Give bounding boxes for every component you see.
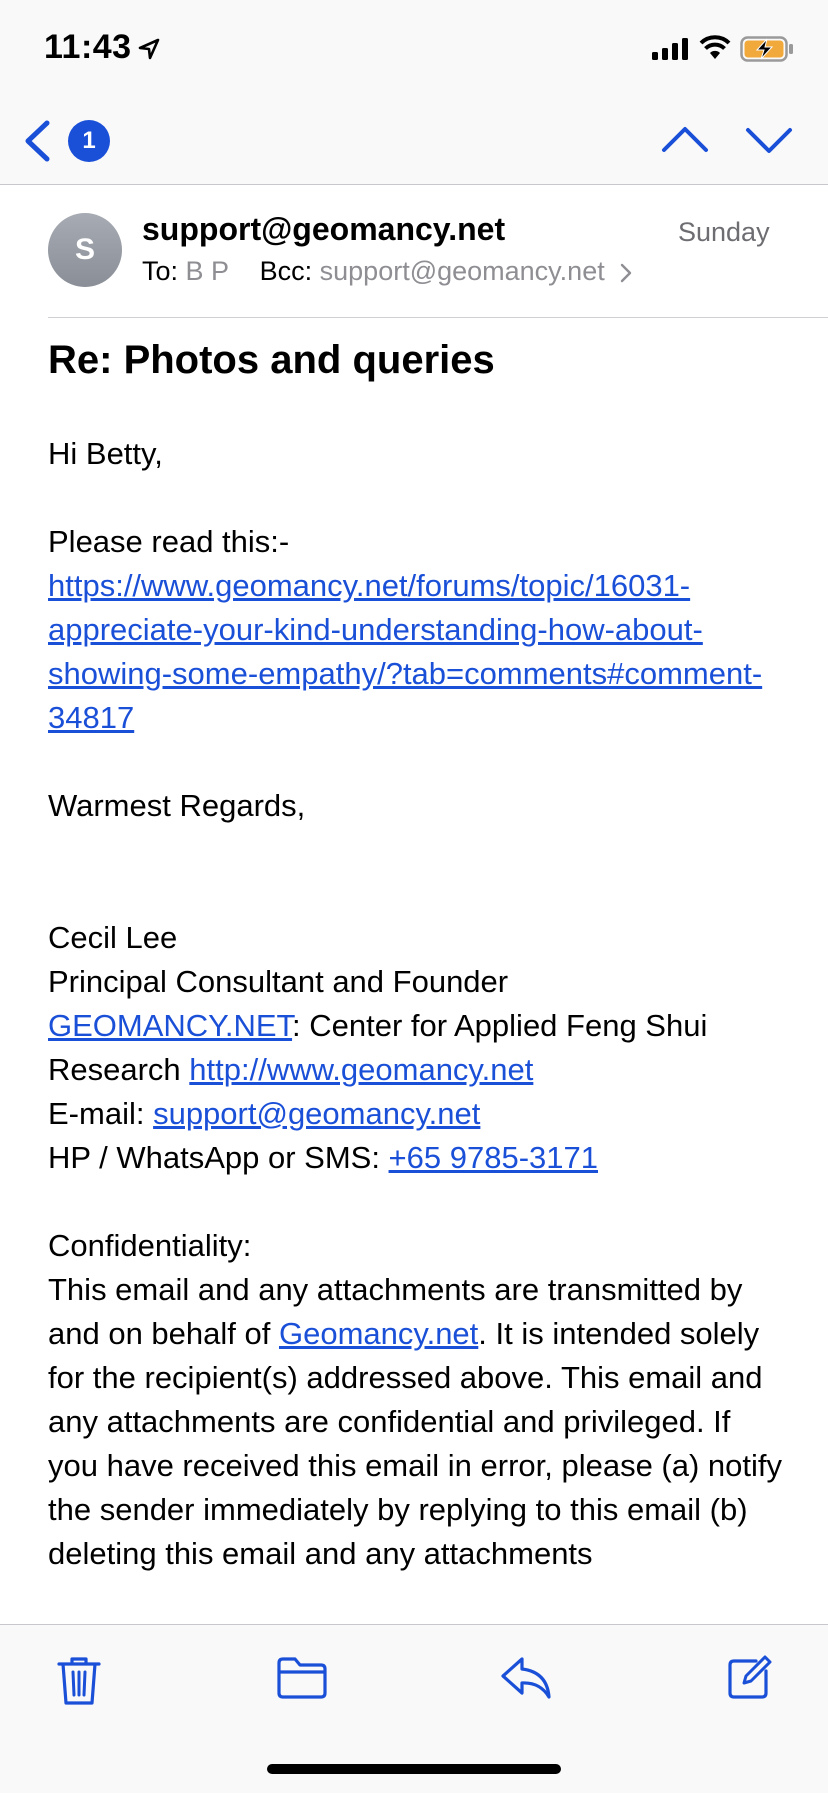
- location-arrow-icon: [138, 38, 160, 60]
- compose-icon[interactable]: [726, 1655, 772, 1701]
- geomancy-link[interactable]: Geomancy.net: [278, 1316, 479, 1351]
- signature-name: Cecil Lee: [48, 920, 178, 955]
- intro-text: Please read this:-: [48, 524, 290, 559]
- trash-icon[interactable]: [56, 1655, 102, 1707]
- reply-icon[interactable]: [500, 1655, 552, 1701]
- signature-email-line: [48, 1092, 788, 1136]
- phone-link[interactable]: +65 9785-3171: [388, 1140, 598, 1175]
- email-link[interactable]: support@geomancy.net: [153, 1096, 481, 1131]
- wifi-icon: [699, 34, 731, 60]
- signature-org-line: [48, 1004, 788, 1092]
- next-message-button[interactable]: [744, 120, 794, 160]
- status-bar: [0, 0, 828, 100]
- back-button[interactable]: [22, 118, 132, 168]
- folder-icon[interactable]: [276, 1655, 328, 1701]
- status-time: 11:43: [44, 28, 132, 66]
- email-label: E-mail:: [48, 1096, 154, 1131]
- message-subject: Re: Photos and queries: [48, 338, 495, 382]
- signature-title: Principal Consultant and Founder: [48, 964, 509, 999]
- bcc-label: Bcc:: [259, 256, 313, 286]
- sender-address[interactable]: support@geomancy.net: [142, 211, 506, 247]
- signature-phone-line: [48, 1136, 788, 1180]
- message-header: [48, 185, 828, 318]
- website-link[interactable]: http://www.geomancy.net: [189, 1052, 534, 1087]
- cellular-signal-icon: [652, 38, 688, 60]
- chevron-left-icon: [22, 120, 52, 162]
- home-indicator[interactable]: [267, 1764, 561, 1774]
- phone-label: HP / WhatsApp or SMS:: [48, 1140, 389, 1175]
- bcc-value: support@geomancy.net: [319, 256, 605, 286]
- battery-charging-icon: [740, 36, 794, 62]
- org-link[interactable]: GEOMANCY.NET: [48, 1008, 293, 1043]
- recipients-row[interactable]: [142, 256, 632, 287]
- avatar[interactable]: S: [48, 213, 122, 287]
- nav-bar: [0, 100, 828, 185]
- message-body: [48, 432, 788, 1576]
- forum-link[interactable]: https://www.geomancy.net/forums/topic/16031-appreciate-your-kind-understanding-how-about-showing-some-empathy/?tab=comments#comment-34817: [48, 568, 763, 735]
- chevron-right-icon: [620, 263, 632, 283]
- to-value: B P: [185, 256, 229, 286]
- org-description: : Center for Applied Feng Shui Research: [48, 1008, 708, 1087]
- confidentiality-text: [48, 1268, 788, 1576]
- regards: Warmest Regards,: [48, 788, 306, 823]
- confidentiality-part-2: . It is intended solely for the recipient(s) addressed above. This email and any attachments are confidential and privileged. If you have received this email in error, please (a) notify the sender immediately by replying to this email (b) deleting this email and any attachments: [48, 1316, 783, 1571]
- confidentiality-part-1: This email and any attachments are transmitted by and on behalf of: [48, 1272, 743, 1351]
- previous-message-button[interactable]: [660, 120, 710, 160]
- to-label: To:: [142, 256, 179, 286]
- unread-count-badge: 1: [68, 120, 110, 162]
- greeting: Hi Betty,: [48, 436, 163, 471]
- confidentiality-heading: Confidentiality:: [48, 1228, 252, 1263]
- message-date: Sunday: [678, 217, 770, 247]
